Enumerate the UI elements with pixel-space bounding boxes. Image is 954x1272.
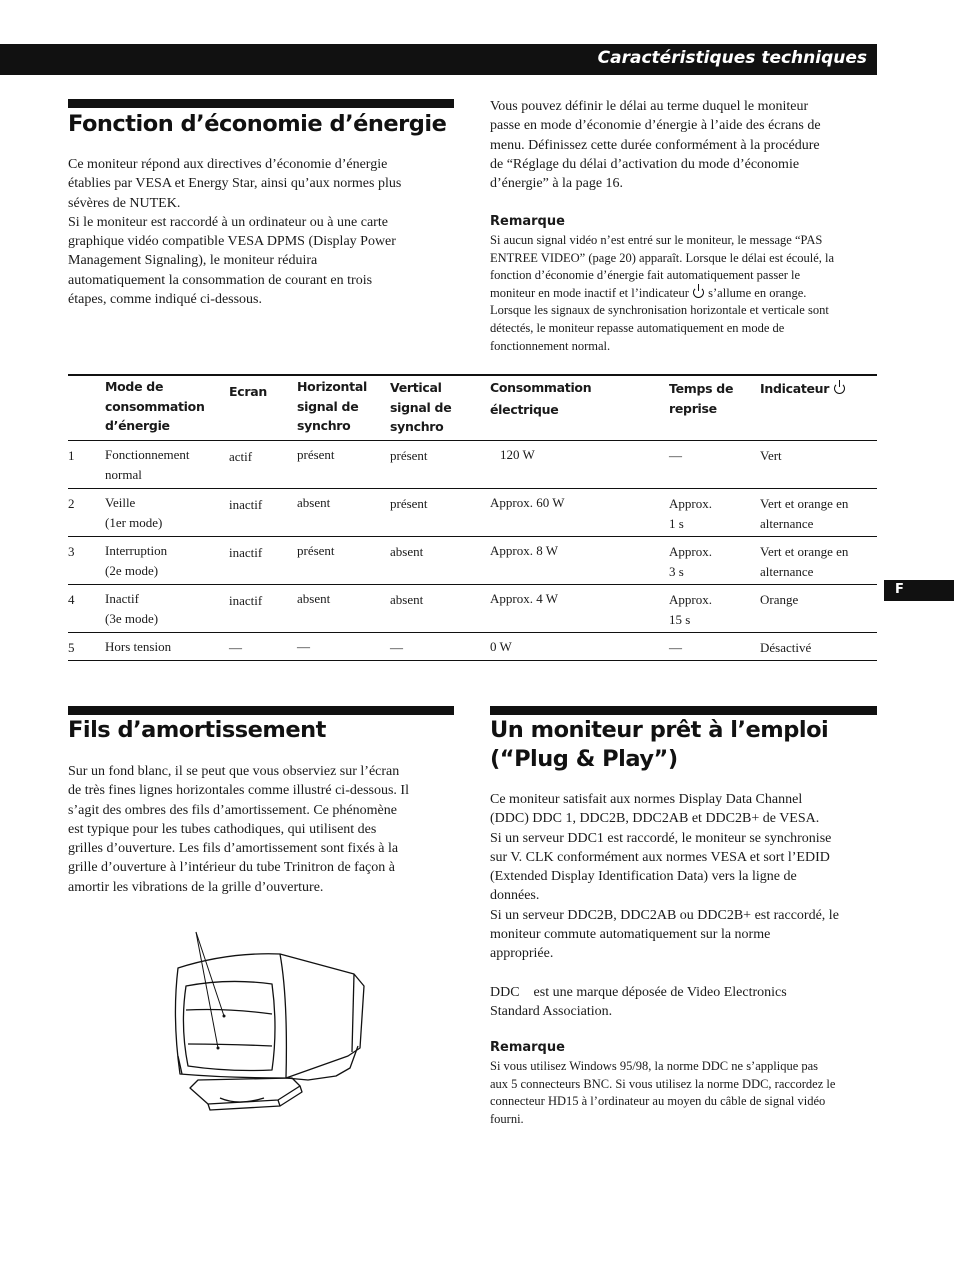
monitor-illustration bbox=[168, 928, 378, 1128]
cell-line: (1er mode) bbox=[105, 514, 163, 530]
row-number: 3 bbox=[68, 544, 75, 559]
text-line: Lorsque les signaux de synchronisation horizontale et verticale sont bbox=[490, 303, 829, 318]
cell-line: 1 s bbox=[669, 515, 684, 531]
cell-horizontal: absent bbox=[297, 495, 331, 510]
text-line: automatiquement la consommation de courant en trois bbox=[68, 272, 373, 288]
cell-line: Hors tension bbox=[105, 639, 172, 654]
remark-title: Remarque bbox=[490, 1040, 565, 1055]
text-line: Standard Association. bbox=[490, 1004, 613, 1020]
cell-recovery bbox=[669, 542, 712, 581]
plug-and-play-remark bbox=[490, 1058, 885, 1128]
table-header-recovery bbox=[669, 379, 733, 418]
cell-screen: inactif bbox=[229, 545, 263, 560]
cell-indicator bbox=[760, 494, 848, 533]
energy-remark bbox=[490, 232, 882, 355]
table-row-rule bbox=[68, 584, 877, 585]
header-line: Horizontal bbox=[297, 379, 367, 394]
text-line: graphique vidéo compatible VESA DPMS (Display Power bbox=[68, 234, 396, 250]
text-line: fourni. bbox=[490, 1111, 524, 1126]
header-bar bbox=[0, 44, 877, 75]
section-rule bbox=[490, 706, 877, 715]
cell-vertical: présent bbox=[390, 496, 428, 511]
section-rule bbox=[68, 99, 454, 108]
cell-mode bbox=[105, 493, 162, 532]
cell-mode bbox=[105, 637, 171, 657]
text-line: Vous pouvez définir le délai au terme duquel le moniteur bbox=[490, 99, 809, 114]
text-line: menu. Définissez cette durée conformément à la procédure bbox=[490, 137, 820, 153]
cell-line: 15 s bbox=[669, 611, 691, 627]
power-icon bbox=[693, 287, 704, 298]
header-line: synchro bbox=[390, 419, 444, 434]
language-tab bbox=[884, 580, 954, 601]
cell-vertical: présent bbox=[390, 448, 428, 463]
text-line: établies par VESA et Energy Star, ainsi qu’aux normes plus bbox=[68, 176, 402, 192]
text-line: Si vous utilisez Windows 95/98, la norme DDC ne s’applique pas bbox=[490, 1059, 819, 1073]
text-fragment: moniteur en mode inactif et l’indicateur bbox=[490, 285, 689, 300]
row-number: 2 bbox=[68, 496, 75, 511]
text-line bbox=[490, 285, 882, 303]
cell-power: Approx. 60 W bbox=[490, 495, 565, 510]
text-line: appropriée. bbox=[490, 946, 554, 962]
header-line: Mode de bbox=[105, 379, 164, 394]
cell-line: — bbox=[669, 448, 682, 463]
title-line: (“Plug & Play”) bbox=[490, 746, 678, 772]
table-row-rule bbox=[68, 632, 877, 633]
cell-screen: inactif bbox=[229, 593, 263, 608]
cell-mode bbox=[105, 445, 190, 484]
language-tab-label: F bbox=[895, 582, 904, 597]
text-line: est typique pour les tubes cathodiques, qui utilisent des bbox=[68, 821, 377, 837]
header-line: Indicateur bbox=[760, 381, 830, 396]
cell-line: Approx. bbox=[669, 496, 712, 511]
cell-horizontal: présent bbox=[297, 447, 335, 462]
cell-line: Veille bbox=[105, 495, 136, 510]
table-row-rule bbox=[68, 488, 877, 489]
table-header-mode bbox=[105, 377, 205, 436]
energy-paragraph-1 bbox=[68, 155, 458, 309]
cell-line: alternance bbox=[760, 515, 814, 531]
text-line: d’énergie” à la page 16. bbox=[490, 176, 624, 192]
cell-line: Vert et orange en bbox=[760, 496, 849, 511]
cell-line: normal bbox=[105, 466, 142, 482]
text-line: de très fines lignes horizontales comme illustré ci-dessous. Il bbox=[68, 783, 409, 799]
cell-vertical: — bbox=[390, 640, 403, 655]
cell-horizontal: absent bbox=[297, 591, 331, 606]
cell-screen: inactif bbox=[229, 497, 263, 512]
cell-indicator bbox=[760, 542, 848, 581]
text-line: amortir les vibrations de la grille d’ouverture. bbox=[68, 879, 324, 895]
header-line: signal de bbox=[390, 399, 452, 415]
table-header-indicator bbox=[760, 379, 846, 399]
header-line: reprise bbox=[669, 400, 717, 416]
text-line: Sur un fond blanc, il se peut que vous observiez sur l’écran bbox=[68, 764, 400, 779]
cell-mode bbox=[105, 589, 158, 628]
text-line: données. bbox=[490, 888, 540, 904]
header-line: signal de bbox=[297, 398, 359, 414]
text-line: étapes, comme indiqué ci-dessous. bbox=[68, 292, 263, 308]
section-rule bbox=[68, 706, 454, 715]
text-line: Si le moniteur est raccordé à un ordinateur ou à une carte bbox=[68, 214, 388, 230]
cell-indicator bbox=[760, 446, 782, 466]
table-top-rule bbox=[68, 374, 877, 376]
text-line: détectés, le moniteur repasse automatiquement en mode de bbox=[490, 320, 785, 335]
text-line: fonction d’économie d’énergie fait automatiquement passer le bbox=[490, 268, 801, 283]
cell-horizontal: — bbox=[297, 639, 310, 654]
cell-line: — bbox=[669, 640, 682, 655]
cell-mode bbox=[105, 541, 167, 580]
header-line: Consommation bbox=[490, 380, 592, 395]
text-line: ENTREE VIDEO” (page 20) apparaît. Lorsque le délai est écoulé, la bbox=[490, 250, 835, 265]
cell-horizontal: présent bbox=[297, 543, 335, 558]
text-line: sur V. CLK conformément aux normes VESA et sort l’EDID bbox=[490, 849, 830, 865]
row-number: 4 bbox=[68, 592, 75, 607]
text-line: Ce moniteur satisfait aux normes Display Data Channel bbox=[490, 792, 803, 807]
section-title-energy: Fonction d’économie d’énergie bbox=[68, 111, 447, 137]
text-line: connecteur HD15 à l’ordinateur au moyen du câble de signal vidéo bbox=[490, 1094, 826, 1109]
text-line: s’agit des ombres des fils d’amortissement. Ce phénomène bbox=[68, 802, 397, 818]
table-header-horizontal bbox=[297, 377, 367, 436]
text-line: Ce moniteur répond aux directives d’économie d’énergie bbox=[68, 157, 388, 172]
header-line: synchro bbox=[297, 418, 351, 433]
text-line: DDC est une marque déposée de Video Electronics bbox=[490, 985, 787, 1000]
cell-power: Approx. 8 W bbox=[490, 543, 559, 558]
cell-line: Vert et orange en bbox=[760, 544, 849, 559]
row-number: 5 bbox=[68, 640, 75, 655]
text-line: Management Signaling), le moniteur réduira bbox=[68, 253, 318, 269]
text-line: (DDC) DDC 1, DDC2B, DDC2AB et DDC2B+ de VESA. bbox=[490, 811, 820, 827]
section-title-damping-wires: Fils d’amortissement bbox=[68, 717, 326, 743]
cell-recovery bbox=[669, 638, 682, 658]
text-line: grilles d’ouverture. Les fils d’amortissement sont fixés à la bbox=[68, 841, 399, 857]
header-line: Vertical bbox=[390, 380, 442, 395]
row-number: 1 bbox=[68, 448, 75, 463]
plug-and-play-paragraph bbox=[490, 790, 885, 964]
cell-vertical: absent bbox=[390, 592, 424, 607]
cell-screen: — bbox=[229, 640, 242, 655]
cell-line: Approx. bbox=[669, 592, 712, 607]
cell-indicator bbox=[760, 590, 798, 610]
text-line: sévères de NUTEK. bbox=[68, 195, 181, 211]
table-bottom-rule bbox=[68, 660, 877, 661]
header-title: Caractéristiques techniques bbox=[597, 48, 867, 68]
cell-power: Approx. 4 W bbox=[490, 591, 559, 606]
cell-line: alternance bbox=[760, 563, 814, 579]
header-line: consommation bbox=[105, 398, 205, 414]
header-line: d’énergie bbox=[105, 418, 170, 433]
cell-line: (2e mode) bbox=[105, 562, 159, 578]
text-fragment: s’allume en orange. bbox=[708, 285, 807, 300]
cell-indicator bbox=[760, 638, 811, 658]
cell-power: 120 W bbox=[500, 447, 535, 462]
cell-line: Fonctionnement bbox=[105, 447, 190, 462]
cell-line: Inactif bbox=[105, 591, 139, 606]
header-line: Temps de bbox=[669, 381, 734, 396]
cell-line: 3 s bbox=[669, 563, 684, 579]
cell-recovery bbox=[669, 446, 682, 466]
table-row-rule bbox=[68, 440, 877, 441]
text-line: aux 5 connecteurs BNC. Si vous utilisez la norme DDC, raccordez le bbox=[490, 1076, 836, 1091]
header-line: Ecran bbox=[229, 384, 267, 399]
text-line: moniteur commute automatiquement sur la norme bbox=[490, 927, 771, 943]
cell-screen: actif bbox=[229, 449, 253, 464]
table-row-rule bbox=[68, 536, 877, 537]
text-line: fonctionnement normal. bbox=[490, 338, 611, 353]
table-header-vertical bbox=[390, 378, 451, 437]
text-line: Si aucun signal vidéo n’est entré sur le moniteur, le message “PAS bbox=[490, 233, 823, 247]
cell-power: 0 W bbox=[490, 639, 512, 654]
cell-line: (3e mode) bbox=[105, 610, 159, 626]
header-line: électrique bbox=[490, 402, 559, 417]
cell-line: Désactivé bbox=[760, 640, 812, 655]
remark-title: Remarque bbox=[490, 214, 565, 229]
trademark-paragraph bbox=[490, 983, 885, 1022]
cell-line: Interruption bbox=[105, 543, 168, 558]
cell-line: Vert bbox=[760, 448, 782, 463]
cell-line: Approx. bbox=[669, 544, 712, 559]
table-header-consumption bbox=[490, 377, 591, 421]
text-line: de “Réglage du délai d’activation du mode d’économie bbox=[490, 156, 800, 172]
section-title-plug-and-play bbox=[490, 716, 828, 774]
power-icon bbox=[834, 383, 845, 394]
table-header-screen bbox=[229, 382, 267, 402]
cell-recovery bbox=[669, 590, 712, 629]
title-line: Un moniteur prêt à l’emploi bbox=[490, 717, 829, 743]
text-line: Si un serveur DDC2B, DDC2AB ou DDC2B+ est raccordé, le bbox=[490, 907, 839, 923]
cell-line: Orange bbox=[760, 592, 799, 607]
cell-vertical: absent bbox=[390, 544, 424, 559]
text-line: (Extended Display Identification Data) vers la ligne de bbox=[490, 869, 797, 885]
energy-paragraph-delay bbox=[490, 97, 880, 193]
text-line: Si un serveur DDC1 est raccordé, le moniteur se synchronise bbox=[490, 830, 832, 846]
damping-wires-paragraph bbox=[68, 762, 460, 897]
text-line: grille d’ouverture à l’intérieur du tube Trinitron de façon à bbox=[68, 860, 395, 876]
text-line: passe en mode d’économie d’énergie à l’aide des écrans de bbox=[490, 118, 821, 134]
cell-recovery bbox=[669, 494, 712, 533]
